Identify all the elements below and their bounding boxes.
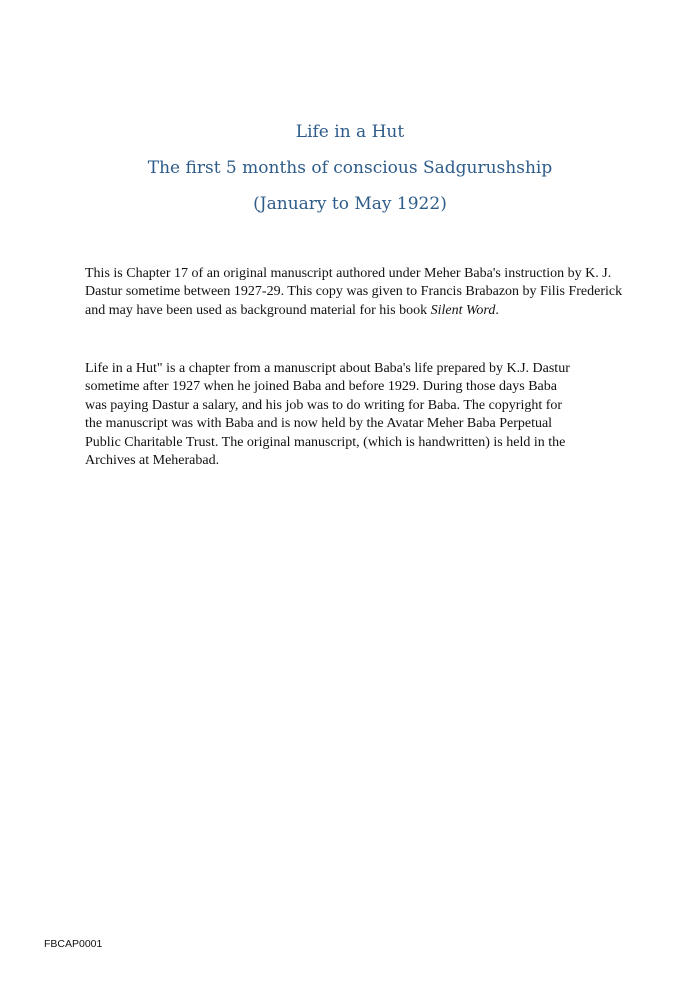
intro-line-1: This is Chapter 17 of an original manuscript authored under Meher Baba's instruction by K. J. xyxy=(85,266,612,281)
context-line: was paying Dastur a salary, and his job was to do writing for Baba. The copyright for xyxy=(85,397,563,413)
context-line: the manuscript was with Baba and is now held by the Avatar Meher Baba Perpetual xyxy=(85,416,553,432)
context-line: Life in a Hut" is a chapter from a manuscript about Baba's life prepared by K.J. Dastur xyxy=(85,361,570,376)
context-line: Archives at Meherabad. xyxy=(85,453,220,469)
intro-line-2: Dastur sometime between 1927-29. This copy was given to Francis Brabazon by Filis Frederick xyxy=(85,284,623,300)
book-title: Silent Word xyxy=(430,302,496,318)
intro-line-3 xyxy=(85,302,620,320)
document-code: FBCAP0001 xyxy=(44,938,103,950)
document-date-range: (January to May 1922) xyxy=(253,194,447,214)
intro-line-3-end: . xyxy=(495,302,499,318)
document-subtitle: The first 5 months of conscious Sadgurushship xyxy=(147,158,553,178)
title-block xyxy=(0,114,700,222)
context-line: Public Charitable Trust. The original manuscript, (which is handwritten) is held in the xyxy=(85,434,566,450)
document-title: Life in a Hut xyxy=(295,122,405,142)
intro-paragraph xyxy=(85,265,623,320)
context-paragraph xyxy=(85,360,575,470)
context-line: sometime after 1927 when he joined Baba and before 1929. During those days Baba xyxy=(85,379,557,395)
intro-line-3-text: and may have been used as background material for his book xyxy=(85,302,431,318)
